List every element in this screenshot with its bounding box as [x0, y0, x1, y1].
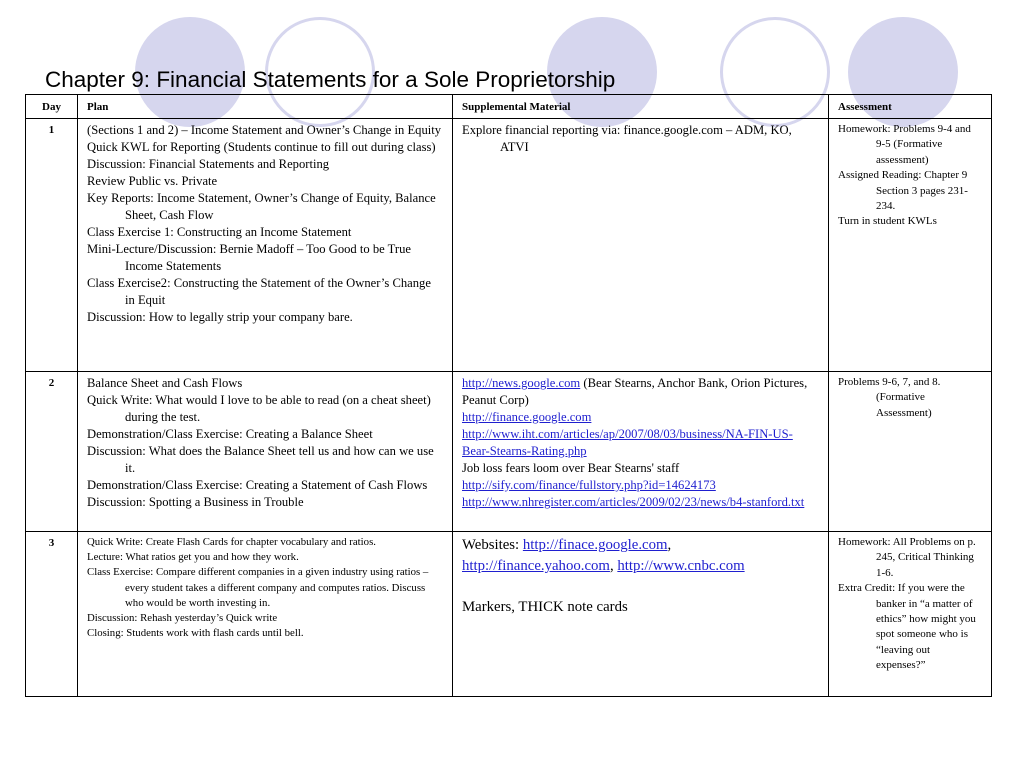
- table-header-row: [26, 95, 992, 119]
- header-assessment: Assessment: [829, 95, 992, 119]
- assessment-item: Homework: Problems 9-4 and 9-5 (Formative assessment): [838, 123, 971, 166]
- plan-item: Class Exercise2: Constructing the Statement of the Owner’s Change in Equit: [87, 276, 431, 307]
- plan-item: Discussion: How to legally strip your company bare.: [87, 310, 353, 324]
- header-plan: Plan: [78, 95, 453, 119]
- assessment-item: Extra Credit: If you were the banker in “a matter of ethics” how might you spot someone who is “leaving out expenses?”: [838, 582, 976, 672]
- day-number: 1: [26, 119, 78, 372]
- plan-item: Closing: Students work with flash cards until bell.: [87, 627, 304, 640]
- plan-item: Review Public vs. Private: [87, 174, 218, 188]
- assessment-item: Homework: All Problems on p. 245, Critical Thinking 1-6.: [838, 536, 976, 579]
- plan-cell: [78, 372, 453, 532]
- plan-item: Quick Write: Create Flash Cards for chapter vocabulary and ratios.: [87, 536, 376, 548]
- day-number: 3: [26, 532, 78, 697]
- header-supplemental: Supplemental Material: [453, 95, 829, 119]
- plan-item: Discussion: Spotting a Business in Trouble: [87, 495, 304, 509]
- websites-line: [462, 535, 819, 577]
- supplemental-line: [462, 477, 819, 494]
- nhregister-article-link[interactable]: http://www.nhregister.com/articles/2009/02/23/news/b4-stanford.txt: [462, 495, 805, 509]
- plan-item: Demonstration/Class Exercise: Creating a Statement of Cash Flows: [87, 478, 428, 492]
- plan-item: Class Exercise 1: Constructing an Income Statement: [87, 225, 352, 239]
- plan-cell: [78, 119, 453, 372]
- plan-item: Key Reports: Income Statement, Owner’s Change of Equity, Balance Sheet, Cash Flow: [87, 191, 436, 222]
- supplemental-text: Explore financial reporting via: finance.google.com – ADM, KO, ATVI: [462, 123, 792, 154]
- separator: ,: [667, 537, 672, 553]
- news-google-link[interactable]: http://news.google.com: [462, 376, 581, 390]
- sify-article-link[interactable]: http://sify.com/finance/fullstory.php?id=14624173: [462, 478, 716, 492]
- supplemental-cell: [453, 119, 829, 372]
- plan-cell: [78, 532, 453, 697]
- plan-item: Lecture: What ratios get you and how they work.: [87, 551, 299, 564]
- finace-google-link[interactable]: http://finace.google.com: [522, 537, 668, 553]
- table-row: [26, 532, 992, 697]
- page-title: Chapter 9: Financial Statements for a Sole Proprietorship: [45, 67, 616, 92]
- assessment-cell: [829, 119, 992, 372]
- day-number: 2: [26, 372, 78, 532]
- plan-item: Demonstration/Class Exercise: Creating a Balance Sheet: [87, 427, 373, 441]
- cnbc-link[interactable]: http://www.cnbc.com: [617, 558, 745, 574]
- assessment-item: Assigned Reading: Chapter 9 Section 3 pages 231-234.: [838, 169, 968, 213]
- separator: ,: [609, 558, 618, 574]
- supplemental-line: [462, 494, 819, 511]
- assessment-cell: [829, 532, 992, 697]
- link-note: (Bear Stearns, Anchor Bank, Orion Pictures, Peanut Corp): [462, 376, 808, 407]
- finance-yahoo-link[interactable]: http://finance.yahoo.com: [462, 558, 610, 574]
- table-row: [26, 372, 992, 532]
- supplemental-line: [462, 409, 819, 426]
- assessment-cell: [829, 372, 992, 532]
- header-day: Day: [26, 95, 78, 119]
- plan-item: (Sections 1 and 2) – Income Statement and Owner’s Change in Equity: [87, 123, 442, 137]
- spacer: [462, 577, 819, 597]
- plan-item: Mini-Lecture/Discussion: Bernie Madoff – Too Good to be True Income Statements: [87, 242, 411, 273]
- plan-item: Discussion: Financial Statements and Reporting: [87, 157, 330, 171]
- plan-item: Quick KWL for Reporting (Students continue to fill out during class): [87, 140, 436, 154]
- plan-item: Balance Sheet and Cash Flows: [87, 376, 243, 390]
- plan-item: Class Exercise: Compare different companies in a given industry using ratios – every student takes a different company and computes ratios. Discuss who would be worth investing in.: [87, 566, 429, 609]
- websites-label: Websites:: [462, 537, 523, 553]
- supplemental-headline: Job loss fears loom over Bear Stearns' staff: [462, 461, 680, 475]
- finance-google-link[interactable]: http://finance.google.com: [462, 410, 592, 424]
- plan-item: Discussion: What does the Balance Sheet tell us and how can we use it.: [87, 444, 434, 475]
- assessment-item: Problems 9-6, 7, and 8. (Formative Assessment): [838, 376, 941, 419]
- plan-item: Quick Write: What would I love to be able to read (on a cheat sheet) during the test.: [87, 393, 431, 424]
- supplemental-line: [462, 375, 819, 409]
- supplemental-line: [462, 426, 819, 460]
- plan-item: Discussion: Rehash yesterday’s Quick write: [87, 612, 278, 625]
- assessment-item: Turn in student KWLs: [838, 215, 937, 228]
- supplemental-cell: [453, 532, 829, 697]
- supplemental-cell: [453, 372, 829, 532]
- iht-article-link[interactable]: http://www.iht.com/articles/ap/2007/08/03/business/NA-FIN-US-Bear-Stearns-Rating.php: [462, 427, 793, 458]
- lesson-plan-table: [25, 94, 992, 697]
- table-row: [26, 119, 992, 372]
- materials-text: Markers, THICK note cards: [462, 599, 628, 615]
